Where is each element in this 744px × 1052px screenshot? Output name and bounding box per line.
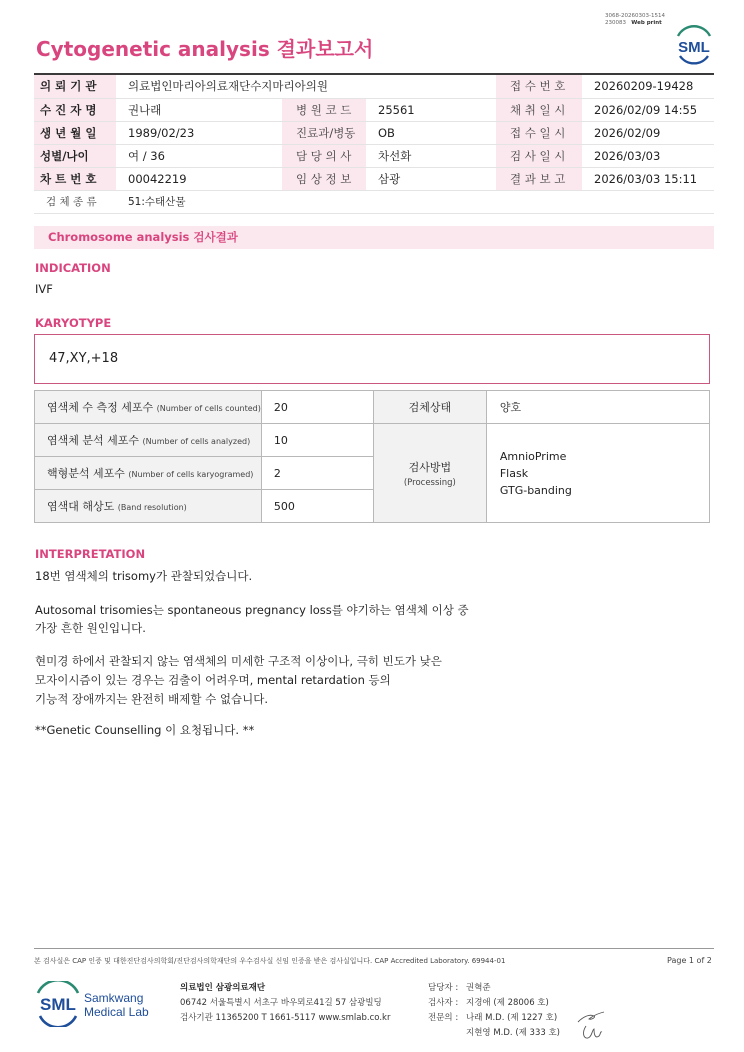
staff-info [428,981,560,1041]
interpretation-p3: 현미경 하에서 관찰되지 않는 염색체의 미세한 구조적 이상이나, 극히 빈도가 낮은 모자이시즘이 있는 경우는 검출이 어려우며, mental retardation 등의 기능적 장애까지는 완전히 배제할 수 없습니다. [35,654,442,706]
info-row [34,98,714,121]
sml-logo [672,22,716,66]
specimen-row [34,190,714,213]
page-title: Cytogenetic analysis 결과보고서 [36,37,374,61]
info-label: 의 뢰 기 관 [34,75,116,98]
cells-karyogramed-label: 핵형분석 세포수 (Number of cells karyogramed) [35,457,262,490]
specimen-state-label: 검체상태 [373,391,486,424]
sml-logo-text: SML [678,39,710,56]
cells-counted-value: 20 [261,391,373,424]
info-value: 삼광 [366,167,496,190]
specimen-value: 51:수태산물 [116,190,714,213]
specimen-label: 검 체 종 류 [34,190,116,213]
info-value: 00042219 [116,167,282,190]
info-label: 검 사 일 시 [496,144,582,167]
staff-row: 지현영 M.D. (제 333 호) [466,1028,561,1038]
info-value: 2026/02/09 14:55 [582,98,714,121]
signature-2-icon [580,1024,604,1042]
info-label: 차 트 번 호 [34,167,116,190]
info-value: 권나래 [116,98,282,121]
info-label: 임 상 정 보 [282,167,366,190]
info-value: 2026/03/03 15:11 [582,167,714,190]
cells-analyzed-value: 10 [261,424,373,457]
signature-1-icon [576,1010,606,1024]
band-resolution-label: 염색대 해상도 (Band resolution) [35,490,262,523]
info-label: 생 년 월 일 [34,121,116,144]
logo-name-line1: Samkwang [84,991,144,1005]
info-row [34,144,714,167]
cells-counted-label: 염색체 수 측정 세포수 (Number of cells counted) [35,391,262,424]
organization-info [180,981,390,1026]
info-value: 여 / 36 [116,144,282,167]
cells-analyzed-label: 염색체 분석 세포수 (Number of cells analyzed) [35,424,262,457]
staff-row: 담당자 : 권혁준 [428,983,491,993]
info-label: 결 과 보 고 [496,167,582,190]
info-value: OB [366,121,496,144]
section-title: Chromosome analysis 검사결과 [34,226,714,249]
info-value: 2026/02/09 [582,121,714,144]
info-label: 담 당 의 사 [282,144,366,167]
method-values: AmnioPrime Flask GTG-banding [486,424,709,523]
band-resolution-value: 500 [261,490,373,523]
info-label: 접 수 번 호 [496,75,582,98]
indication-heading: INDICATION [35,261,111,275]
karyotype-heading: KARYOTYPE [35,316,112,330]
staff-row: 검사자 : 지경애 (제 28006 호) [428,998,549,1008]
org-address: 06742 서울특별시 서초구 바우뫼로41길 57 삼광빌딩 [180,998,382,1008]
info-label: 접 수 일 시 [496,121,582,144]
info-value: 차선화 [366,144,496,167]
interpretation-p2: Autosomal trisomies는 spontaneous pregnancy loss를 야기하는 염색체 이상 중 가장 흔한 원인입니다. [35,603,469,635]
interpretation-p4: **Genetic Counselling 이 요청됩니다. ** [35,723,255,737]
specimen-state-value: 양호 [486,391,709,424]
info-value: 2026/03/03 [582,144,714,167]
cells-karyogramed-value: 2 [261,457,373,490]
document-code: 3068-20260303-1514 230083 Web print [605,13,665,26]
org-contact: 검사기관 11365200 T 1661-5117 www.smlab.co.kr [180,1013,391,1023]
method-label: 검사방법 (Processing) [373,424,486,523]
info-row [34,121,714,144]
footer-divider [34,948,714,949]
info-label: 성별/나이 [34,144,116,167]
info-label: 병 원 코 드 [282,98,366,121]
org-name: 의료법인 삼광의료재단 [180,983,266,993]
logo-sml-text: SML [40,995,76,1014]
indication-value: IVF [35,282,53,296]
info-value: 1989/02/23 [116,121,282,144]
info-value: 25561 [366,98,496,121]
info-label: 채 취 일 시 [496,98,582,121]
info-row [34,167,714,190]
karyotype-result: 47,XY,+18 [34,334,710,384]
info-value: 20260209-19428 [582,75,714,98]
samkwang-logo [36,981,166,1027]
logo-name-line2: Medical Lab [84,1005,149,1019]
cell-count-table [34,390,710,523]
staff-row: 전문의 : 나래 M.D. (제 1227 호) [428,1013,558,1023]
interpretation-heading: INTERPRETATION [35,547,146,561]
interpretation-p1: 18번 염색체의 trisomy가 관찰되었습니다. [35,569,253,583]
accreditation-note: 본 검사실은 CAP 인증 및 대한진단검사의학회/진단검사의학재단의 우수검사실 신임 인증을 받은 검사실입니다. CAP Accredited Laboratory. 69944-01 [34,957,506,965]
info-label: 수 진 자 명 [34,98,116,121]
patient-info-table [34,75,714,214]
info-row [34,75,714,98]
info-value: 의료법인마리아의료재단수지마리아의원 [116,75,496,98]
page-number: Page 1 of 2 [667,956,712,965]
info-label: 진료과/병동 [282,121,366,144]
